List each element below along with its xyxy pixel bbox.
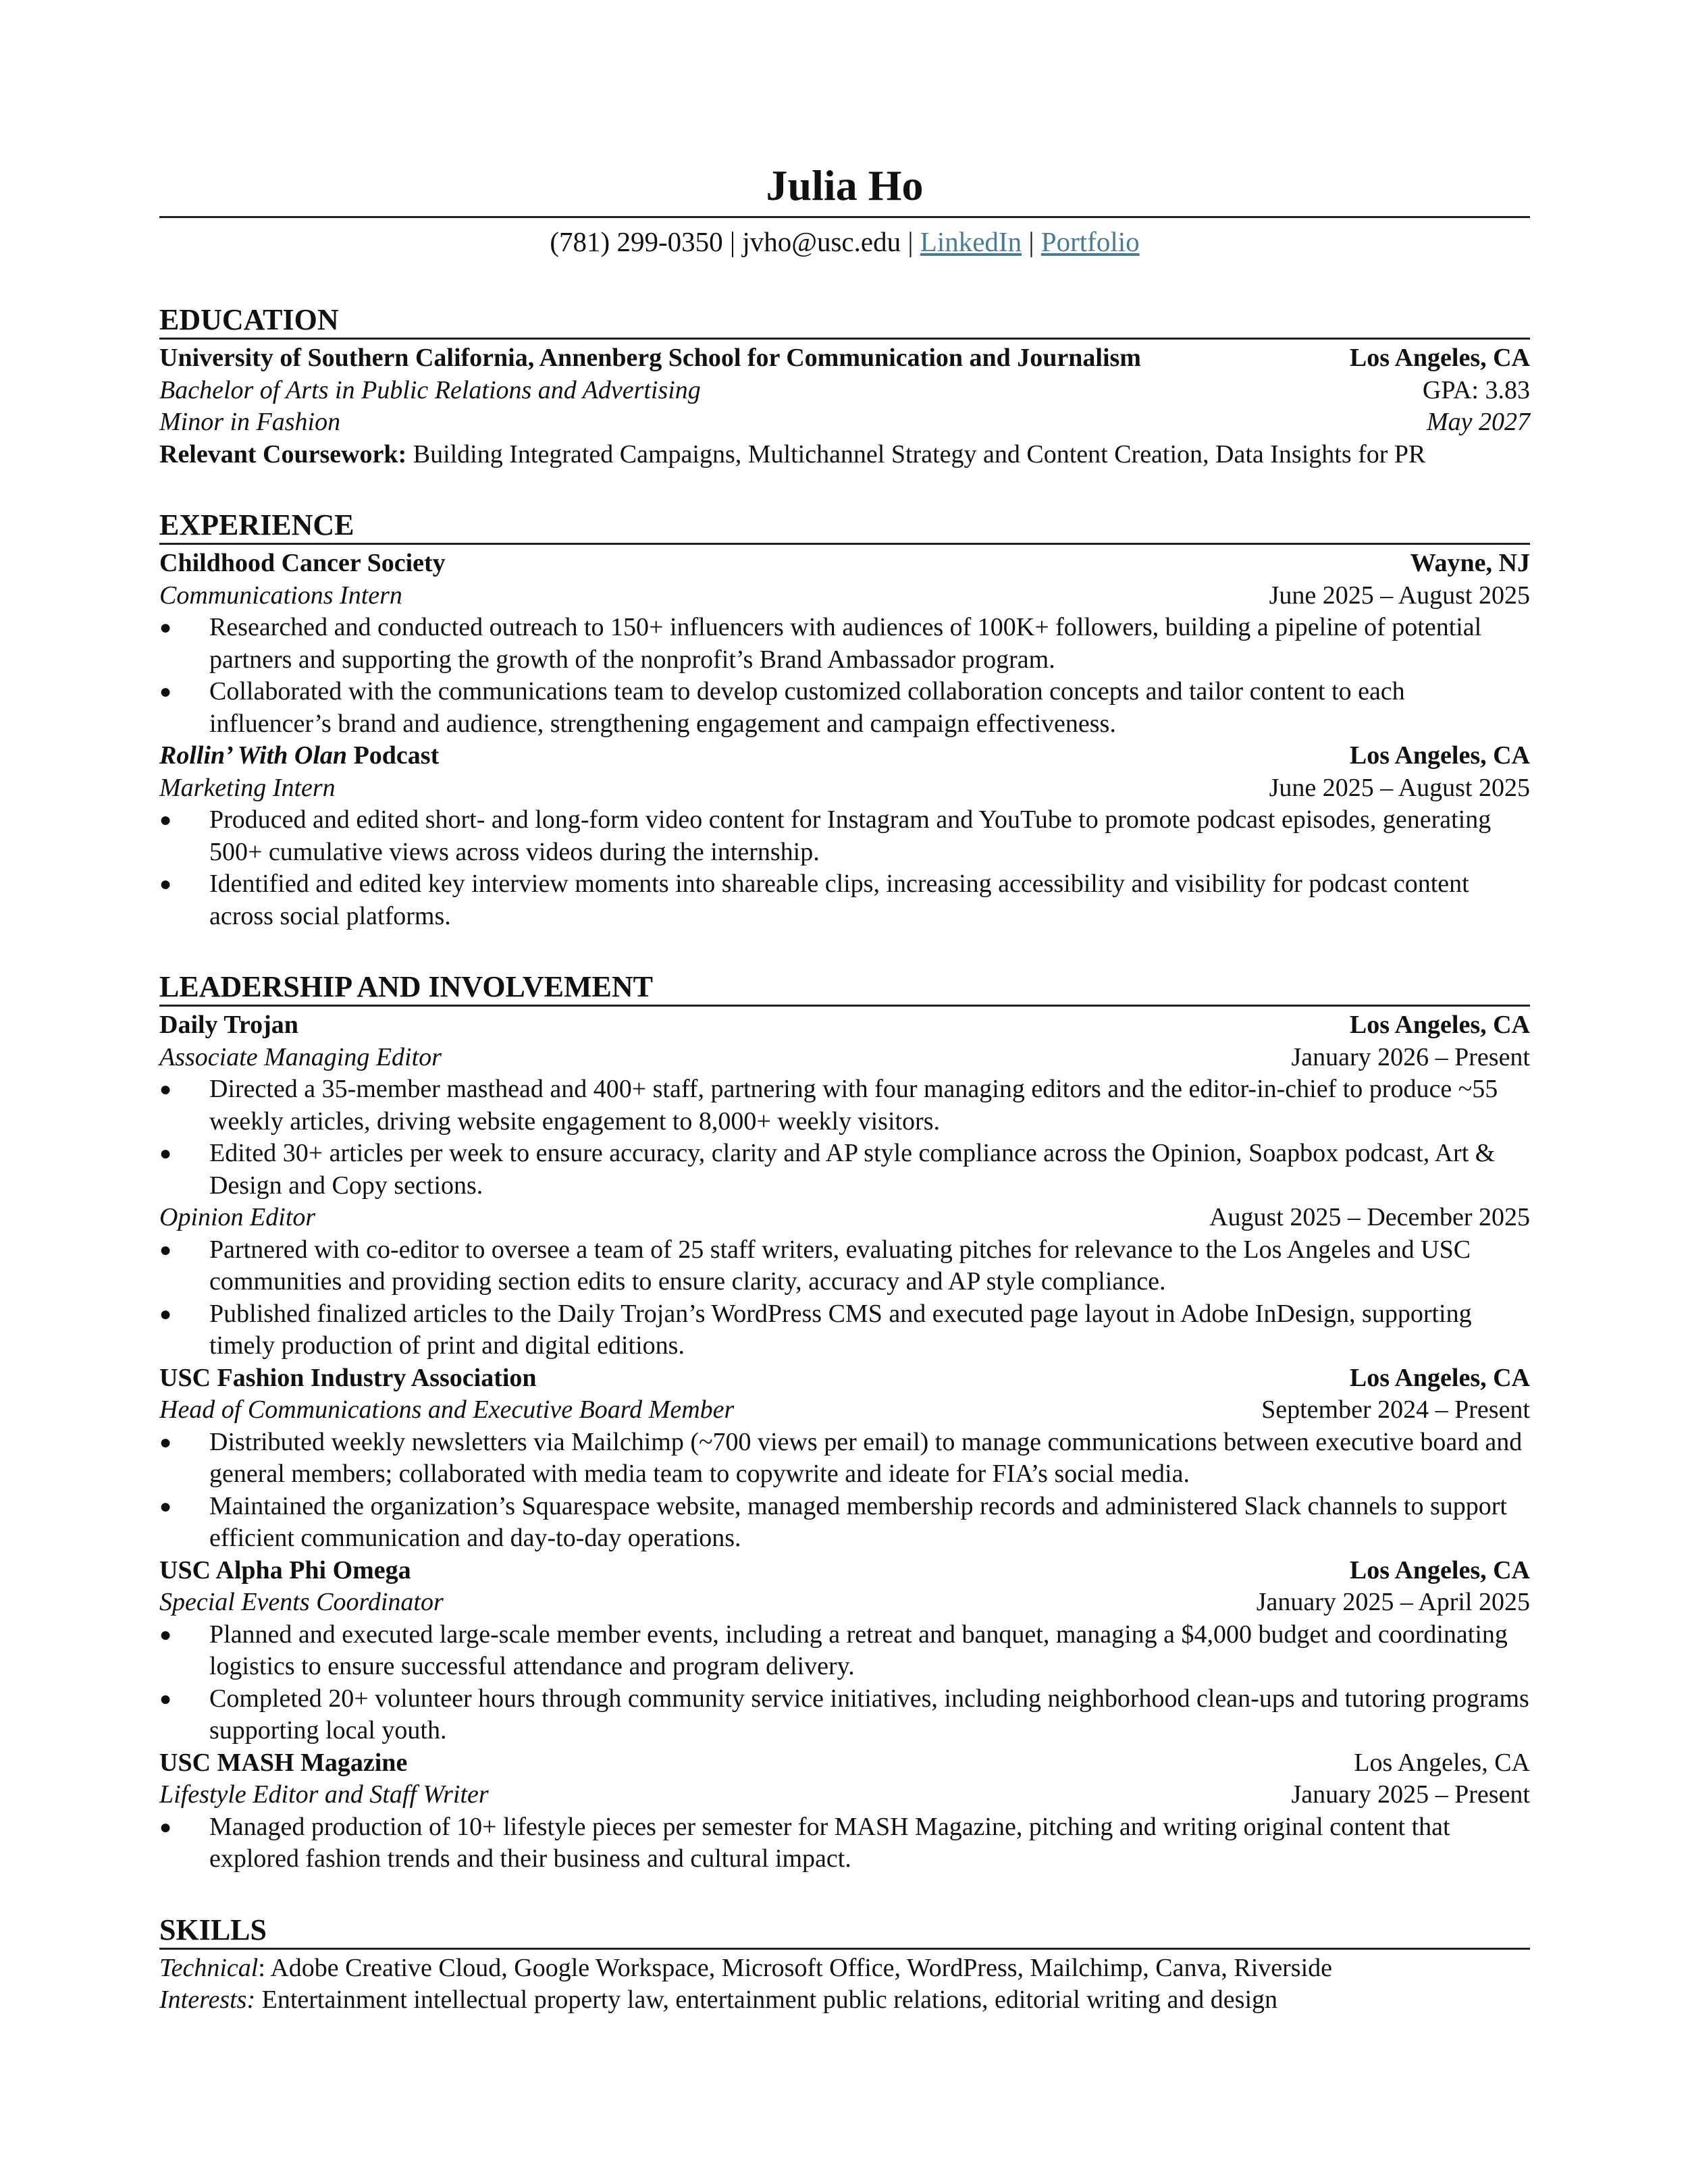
role-dates: September 2024 – Present	[1261, 1395, 1530, 1424]
job-role-row	[159, 772, 1530, 805]
interests-label: Interests:	[159, 1986, 256, 2014]
org-header-row	[159, 1747, 1530, 1780]
job-role-row	[159, 580, 1530, 612]
interests-text: Entertainment intellectual property law, entertainment public relations, editorial writing and design	[255, 1986, 1278, 2014]
education-heading: EDUCATION	[159, 303, 339, 336]
job-location: Los Angeles, CA	[1349, 741, 1530, 770]
coursework-line	[159, 439, 1530, 471]
bullet-item: ● Collaborated with the communications team to develop customized collaboration concepts and tailor content to each influencer’s brand and audience, strengthening engagement and campaign effectiveness.	[159, 676, 1530, 740]
job-role: Marketing Intern	[159, 773, 336, 802]
contact-line	[159, 218, 1530, 265]
job-role: Communications Intern	[159, 581, 402, 610]
linkedin-link[interactable]: LinkedIn	[920, 226, 1022, 257]
podcast-title: Rollin’ With Olan	[159, 741, 348, 770]
org-name	[159, 740, 439, 772]
org-role-row	[159, 1394, 1530, 1427]
education-degree-row	[159, 375, 1530, 407]
minor: Minor in Fashion	[159, 408, 341, 436]
interests-line	[159, 1984, 1530, 2017]
org-name: USC MASH Magazine	[159, 1748, 408, 1777]
org-location: Los Angeles, CA	[1349, 1363, 1530, 1392]
bullet-item: ● Researched and conducted outreach to 150+ influencers with audiences of 100K+ followers, building a pipeline of potential partners and supporting the growth of the nonprofit’s Brand Ambassador program.	[159, 612, 1530, 676]
role-dates: January 2025 – Present	[1291, 1780, 1530, 1809]
role-bullets	[159, 1619, 1530, 1747]
job-dates: June 2025 – August 2025	[1269, 773, 1530, 802]
job-bullets	[159, 804, 1530, 932]
org-name-rest: Podcast	[347, 741, 440, 770]
school-location: Los Angeles, CA	[1349, 344, 1530, 372]
technical-label: Technical	[159, 1953, 259, 1982]
job-header-row	[159, 740, 1530, 772]
org-location: Los Angeles, CA	[1349, 1011, 1530, 1039]
graduation-date: May 2027	[1426, 408, 1530, 436]
technical-skills-line	[159, 1952, 1530, 1985]
org-location: Los Angeles, CA	[1349, 1555, 1530, 1584]
bullet-item: ● Planned and executed large-scale member events, including a retreat and banquet, managing a $4,000 budget and coordinating logistics to ensure successful attendance and program delivery.	[159, 1619, 1530, 1683]
org-name: USC Alpha Phi Omega	[159, 1555, 411, 1584]
role-bullets	[159, 1427, 1530, 1555]
role-bullets	[159, 1811, 1530, 1875]
technical-skills: : Adobe Creative Cloud, Google Workspace, Microsoft Office, WordPress, Mailchimp, Canva, Riverside	[258, 1953, 1332, 1982]
bullet-item: ● Partnered with co-editor to oversee a team of 25 staff writers, evaluating pitches for relevance to the Los Angeles and USC communities and providing section edits to ensure clarity, accuracy and AP style compliance.	[159, 1234, 1530, 1298]
skills-heading: SKILLS	[159, 1913, 267, 1946]
separator: |	[907, 226, 914, 257]
org-role-row	[159, 1587, 1530, 1619]
email-address[interactable]: jvho@usc.edu	[742, 226, 901, 257]
org-name: Childhood Cancer Society	[159, 549, 446, 577]
section-divider	[159, 338, 1530, 340]
org-location: Los Angeles, CA	[1354, 1748, 1530, 1777]
school-name: University of Southern California, Annenberg School for Communication and Journalism	[159, 344, 1141, 372]
org-role: Lifestyle Editor and Staff Writer	[159, 1780, 489, 1809]
org-role: Special Events Coordinator	[159, 1588, 444, 1616]
org-role-row	[159, 1779, 1530, 1811]
org-name: Daily Trojan	[159, 1011, 298, 1039]
org-role-row	[159, 1042, 1530, 1074]
education-school-row	[159, 342, 1530, 375]
job-header-row	[159, 548, 1530, 580]
coursework-label: Relevant Coursework:	[159, 440, 407, 469]
bullet-item: ● Completed 20+ volunteer hours through community service initiatives, including neighborhood clean-ups and tutoring programs supporting local youth.	[159, 1683, 1530, 1747]
org-role: Head of Communications and Executive Board Member	[159, 1395, 735, 1424]
section-divider	[159, 1005, 1530, 1007]
experience-heading: EXPERIENCE	[159, 508, 354, 541]
phone-number: (781) 299-0350	[550, 226, 723, 257]
gpa: GPA: 3.83	[1422, 375, 1530, 404]
separator: |	[729, 226, 736, 257]
org-role: Opinion Editor	[159, 1203, 316, 1231]
leadership-heading: LEADERSHIP AND INVOLVEMENT	[159, 970, 653, 1003]
bullet-item: ● Distributed weekly newsletters via Mailchimp (~700 views per email) to manage communications between executive board and general members; collaborated with media team to copywrite and ideate for FIA’s social media.	[159, 1427, 1530, 1491]
bullet-item: ● Managed production of 10+ lifestyle pieces per semester for MASH Magazine, pitching and writing original content that explored fashion trends and their business and cultural impact.	[159, 1811, 1530, 1875]
org-role: Associate Managing Editor	[159, 1042, 442, 1071]
bullet-item: ● Edited 30+ articles per week to ensure accuracy, clarity and AP style compliance across the Opinion, Soapbox podcast, Art & Design and Copy sections.	[159, 1138, 1530, 1202]
bullet-item: ● Directed a 35-member masthead and 400+ staff, partnering with four managing editors and the editor-in-chief to produce ~55 weekly articles, driving website engagement to 8,000+ weekly visitors.	[159, 1073, 1530, 1138]
candidate-name: Julia Ho	[766, 161, 924, 209]
bullet-item: ● Produced and edited short- and long-form video content for Instagram and YouTube to promote podcast episodes, generating 500+ cumulative views across videos during the internship.	[159, 804, 1530, 868]
role-bullets	[159, 1234, 1530, 1362]
job-location: Wayne, NJ	[1410, 549, 1530, 577]
org-name: USC Fashion Industry Association	[159, 1363, 537, 1392]
org-header-row	[159, 1362, 1530, 1395]
section-divider	[159, 543, 1530, 545]
education-minor-row	[159, 406, 1530, 439]
role-dates: January 2026 – Present	[1291, 1042, 1530, 1071]
portfolio-link[interactable]: Portfolio	[1040, 226, 1140, 257]
bullet-item: ● Maintained the organization’s Squarespace website, managed membership records and administered Slack channels to support efficient communication and day-to-day operations.	[159, 1491, 1530, 1555]
coursework-text: Building Integrated Campaigns, Multichannel Strategy and Content Creation, Data Insights for PR	[406, 440, 1426, 469]
job-bullets	[159, 612, 1530, 740]
role-bullets	[159, 1073, 1530, 1202]
bullet-item: ● Identified and edited key interview moments into shareable clips, increasing accessibility and visibility for podcast content across social platforms.	[159, 868, 1530, 932]
org-header-row	[159, 1009, 1530, 1042]
job-dates: June 2025 – August 2025	[1269, 581, 1530, 610]
role-dates: January 2025 – April 2025	[1256, 1588, 1530, 1616]
org-role-row	[159, 1202, 1530, 1234]
org-header-row	[159, 1555, 1530, 1587]
role-dates: August 2025 – December 2025	[1209, 1203, 1530, 1231]
degree: Bachelor of Arts in Public Relations and Advertising	[159, 375, 701, 404]
separator: |	[1028, 226, 1034, 257]
bullet-item: ● Published finalized articles to the Daily Trojan’s WordPress CMS and executed page layout in Adobe InDesign, supporting timely production of print and digital editions.	[159, 1298, 1530, 1362]
resume-page	[159, 155, 1530, 2017]
section-divider	[159, 1948, 1530, 1950]
